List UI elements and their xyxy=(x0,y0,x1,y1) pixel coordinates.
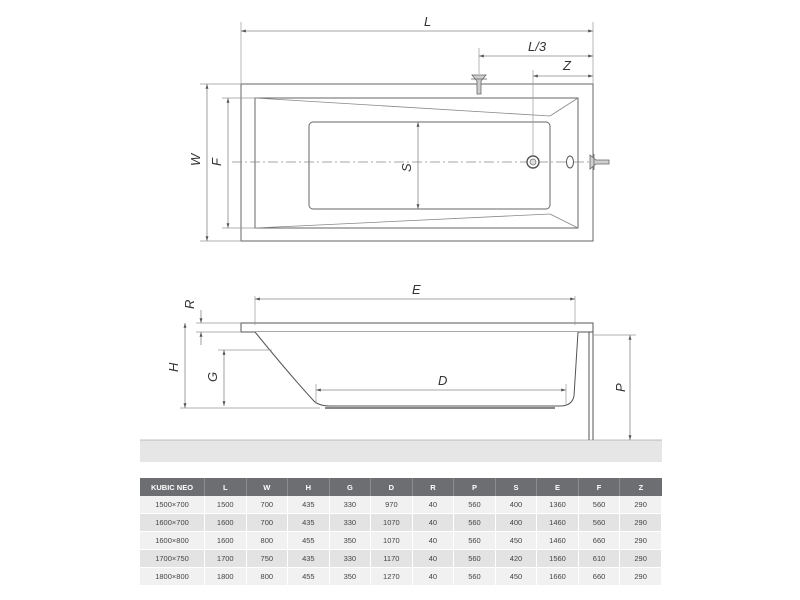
table-cell: 660 xyxy=(578,532,620,550)
table-cell: 560 xyxy=(578,496,620,514)
table-cell: 1070 xyxy=(371,514,413,532)
dimensions-table xyxy=(140,478,662,586)
table-cell: 1460 xyxy=(537,532,579,550)
dim-label-f: F xyxy=(209,158,224,166)
table-cell: 330 xyxy=(329,496,371,514)
table-cell: 800 xyxy=(246,568,288,586)
col-header-e: E xyxy=(537,478,579,496)
table-header-row xyxy=(140,478,662,496)
table-cell: 560 xyxy=(454,496,496,514)
table-cell: 1270 xyxy=(371,568,413,586)
col-header-h: H xyxy=(288,478,330,496)
table-cell: 1460 xyxy=(537,514,579,532)
table-row xyxy=(140,568,662,586)
table-cell: 1700 xyxy=(205,550,247,568)
table-cell: 1500 xyxy=(205,496,247,514)
dim-label-p: P xyxy=(613,383,628,392)
table-cell: 610 xyxy=(578,550,620,568)
table-row xyxy=(140,532,662,550)
table-cell: 560 xyxy=(454,532,496,550)
table-row xyxy=(140,496,662,514)
table-cell: 970 xyxy=(371,496,413,514)
table-cell: 40 xyxy=(412,550,454,568)
col-header-l: L xyxy=(205,478,247,496)
col-header-s: S xyxy=(495,478,537,496)
table-cell: 400 xyxy=(495,496,537,514)
dim-label-l: L xyxy=(424,14,432,29)
dim-label-g: G xyxy=(205,371,220,382)
dim-label-e: E xyxy=(412,282,421,297)
col-header-p: P xyxy=(454,478,496,496)
col-header-f: F xyxy=(578,478,620,496)
dim-label-w: W xyxy=(188,153,203,166)
table-cell: 290 xyxy=(620,532,662,550)
table-cell: 560 xyxy=(578,514,620,532)
table-cell: 560 xyxy=(454,550,496,568)
table-cell: 330 xyxy=(329,514,371,532)
table-cell: 800 xyxy=(246,532,288,550)
table-cell: 290 xyxy=(620,550,662,568)
dim-label-r: R xyxy=(182,299,197,309)
table-cell: 290 xyxy=(620,568,662,586)
table-cell: 1070 xyxy=(371,532,413,550)
dim-label-h: H xyxy=(166,362,181,372)
dim-label-l3: L/3 xyxy=(528,39,547,54)
table-cell: 455 xyxy=(288,568,330,586)
col-header-w: W xyxy=(246,478,288,496)
col-header-z: Z xyxy=(620,478,662,496)
table-cell: 560 xyxy=(454,568,496,586)
col-header-g: G xyxy=(329,478,371,496)
overflow-icon xyxy=(567,156,574,168)
table-cell: 455 xyxy=(288,532,330,550)
table-cell: 40 xyxy=(412,532,454,550)
table-cell: 420 xyxy=(495,550,537,568)
table-cell: 435 xyxy=(288,550,330,568)
top-view xyxy=(188,14,609,241)
table-cell: 750 xyxy=(246,550,288,568)
col-header-model: KUBIC NEO xyxy=(140,478,205,496)
table-cell: 700 xyxy=(246,514,288,532)
table-cell: 400 xyxy=(495,514,537,532)
table-cell: 1170 xyxy=(371,550,413,568)
cell-model: 1800×800 xyxy=(140,568,205,586)
tub-rim-side xyxy=(241,323,593,332)
table-cell: 435 xyxy=(288,514,330,532)
tub-bottom-outline xyxy=(309,122,550,209)
cell-model: 1700×750 xyxy=(140,550,205,568)
dim-label-s: S xyxy=(399,163,414,172)
table-cell: 40 xyxy=(412,568,454,586)
table-cell: 700 xyxy=(246,496,288,514)
table-cell: 40 xyxy=(412,514,454,532)
dim-label-z: Z xyxy=(563,58,571,73)
table-cell: 1560 xyxy=(537,550,579,568)
table-cell: 660 xyxy=(578,568,620,586)
floor xyxy=(140,440,662,462)
table-cell: 435 xyxy=(288,496,330,514)
cell-model: 1600×700 xyxy=(140,514,205,532)
table-cell: 290 xyxy=(620,514,662,532)
col-header-r: R xyxy=(412,478,454,496)
table-cell: 450 xyxy=(495,532,537,550)
table-cell: 40 xyxy=(412,496,454,514)
col-header-d: D xyxy=(371,478,413,496)
table-cell: 1360 xyxy=(537,496,579,514)
side-view xyxy=(140,282,662,462)
table-cell: 1660 xyxy=(537,568,579,586)
tub-body-side xyxy=(255,332,578,406)
table-cell: 350 xyxy=(329,532,371,550)
table-cell: 560 xyxy=(454,514,496,532)
table-cell: 1600 xyxy=(205,514,247,532)
cell-model: 1500×700 xyxy=(140,496,205,514)
table-cell: 1800 xyxy=(205,568,247,586)
table-cell: 290 xyxy=(620,496,662,514)
table-cell: 1600 xyxy=(205,532,247,550)
dim-label-d: D xyxy=(438,373,448,388)
table-cell: 330 xyxy=(329,550,371,568)
table-row xyxy=(140,550,662,568)
table-cell: 350 xyxy=(329,568,371,586)
table-cell: 450 xyxy=(495,568,537,586)
cell-model: 1600×800 xyxy=(140,532,205,550)
table-row xyxy=(140,514,662,532)
